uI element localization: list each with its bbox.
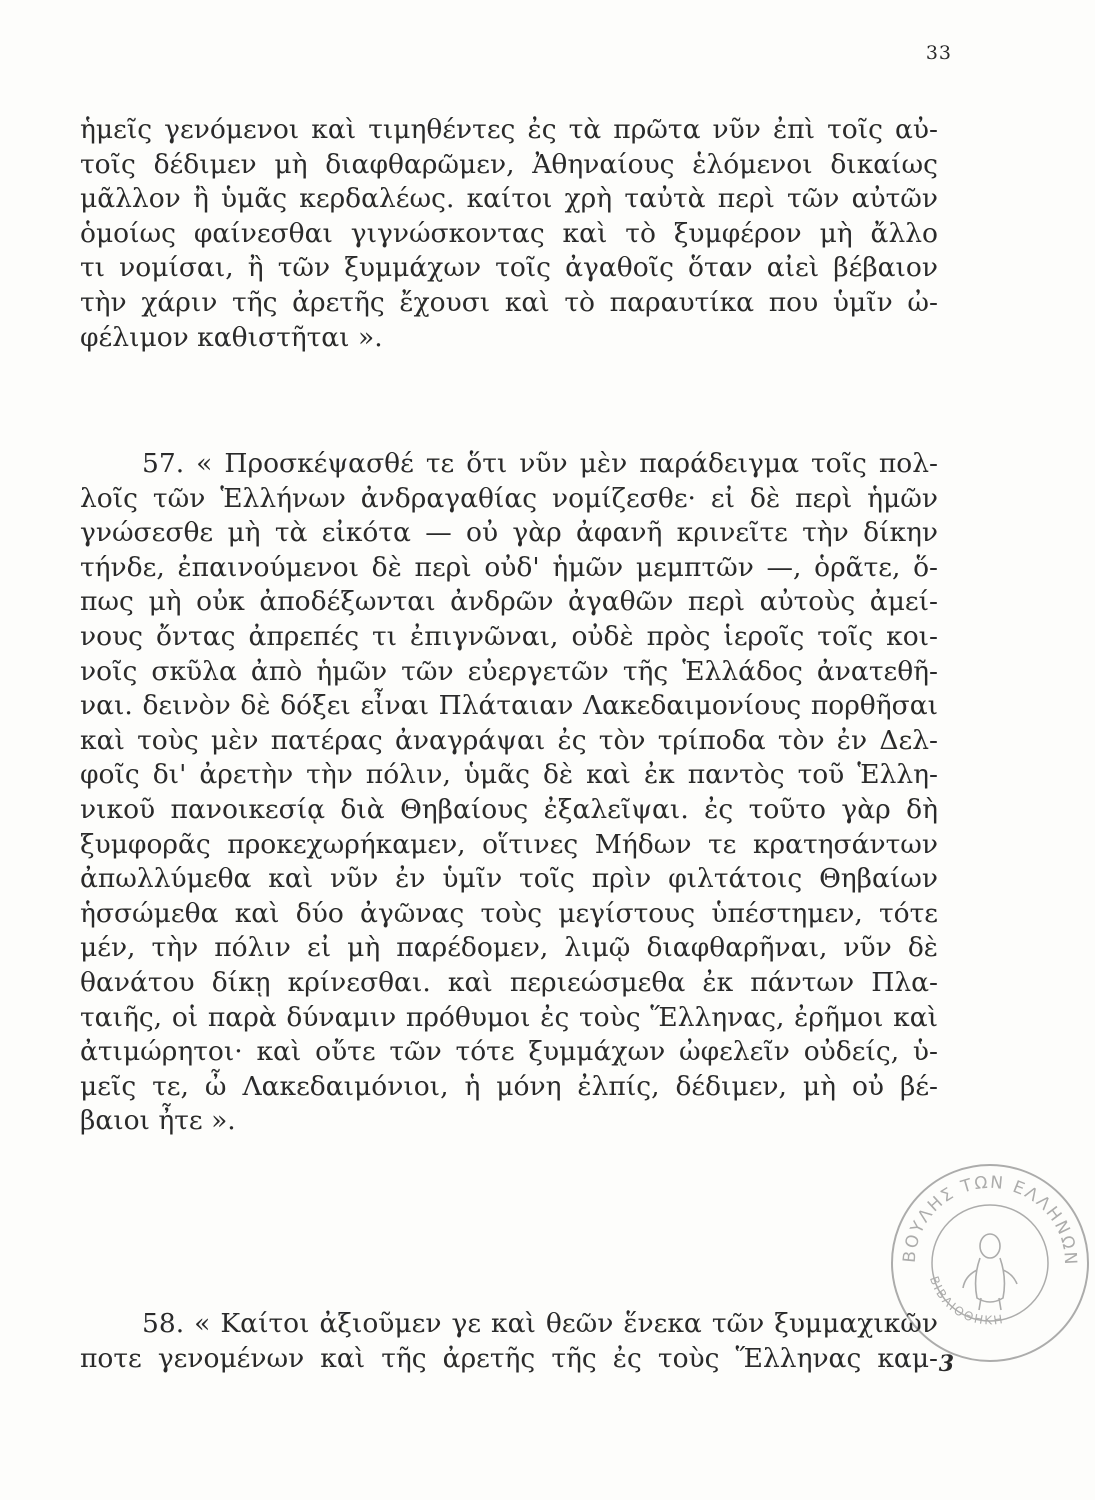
text-line: φοῖς δι' ἀρετὴν τὴν πόλιν, ὑμᾶς δὲ καὶ ἐκ παντὸς τοῦ Ἑλλη- bbox=[80, 759, 938, 791]
stamp-bottom-text: ΒΙΒΛΙΟΘΗΚΗ bbox=[926, 1274, 1006, 1328]
text-line: νοῖς σκῦλα ἀπὸ ἡμῶν τῶν εὐεργετῶν τῆς Ἑλλάδος ἀνατεθῆ- bbox=[80, 655, 938, 687]
text-line: καὶ τοὺς μὲν πατέρας ἀναγράψαι ἐς τὸν τρίποδα τὸν ἐν Δελ- bbox=[80, 724, 938, 756]
text-line: ἡσσώμεθα καὶ δύο ἀγῶνας τοὺς μεγίστους ὑπέστημεν, τότε bbox=[80, 897, 938, 929]
text-line: μέν, τὴν πόλιν εἰ μὴ παρέδομεν, λιμῷ διαφθαρῆναι, νῦν δὲ bbox=[80, 932, 938, 964]
text-line: νικοῦ πανοικεσίᾳ διὰ Θηβαίους ἐξαλεῖψαι. ἐς τοῦτο γὰρ δὴ bbox=[80, 793, 938, 825]
page-number: 33 bbox=[925, 42, 952, 64]
text-line: ξυμφορᾶς προκεχωρήκαμεν, οἵτινες Μήδων τε κρατησάντων bbox=[80, 828, 938, 860]
text-line: ἀπωλλύμεθα καὶ νῦν ἐν ὑμῖν τοῖς πρὶν φιλτάτοις Θηβαίων bbox=[80, 863, 938, 895]
text-line: τι νομίσαι, ἢ τῶν ξυμμάχων τοῖς ἀγαθοῖς ὅταν αἰεὶ βέβαιον bbox=[80, 252, 938, 284]
text-line: ταιῆς, οἱ παρὰ δύναμιν πρόθυμοι ἐς τοὺς Ἕλληνας, ἐρῆμοι καὶ bbox=[80, 1001, 938, 1033]
stamp-emblem-icon bbox=[963, 1234, 1017, 1310]
stamp-outer-ring bbox=[892, 1165, 1088, 1361]
text-line: γνώσεσθε μὴ τὰ εἰκότα — οὐ γὰρ ἀφανῆ κρινεῖτε τὴν δίκην bbox=[80, 517, 938, 549]
text-line: ναι. δεινὸν δὲ δόξει εἶναι Πλάταιαν Λακεδαιμονίους πορθῆσαι bbox=[80, 690, 938, 722]
text-line: 58. « Καίτοι ἀξιοῦμεν γε καὶ θεῶν ἕνεκα τῶν ξυμμαχικῶν bbox=[142, 1308, 938, 1339]
text-line: φέλιμον καθιστῆται ». bbox=[80, 321, 383, 353]
signature-mark: 3 bbox=[938, 1351, 954, 1377]
text-line: λοῖς τῶν Ἑλλήνων ἀνδραγαθίας νομίζεσθε· εἰ δὲ περὶ ἡμῶν bbox=[80, 482, 938, 514]
paragraph-57 bbox=[80, 447, 938, 1139]
text-line: τοῖς δέδιμεν μὴ διαφθαρῶμεν, Ἀθηναίους ἑλόμενοι δικαίως bbox=[80, 148, 938, 180]
text-line: ποτε γενομένων καὶ τῆς ἀρετῆς τῆς ἐς τοὺς Ἕλληνας καμ- bbox=[80, 1342, 938, 1374]
text-line: νους ὄντας ἀπρεπές τι ἐπιγνῶναι, οὐδὲ πρὸς ἱεροῖς τοῖς κοι- bbox=[80, 620, 938, 652]
text-line: 57. « Προσκέψασθέ τε ὅτι νῦν μὲν παράδειγμα τοῖς πολ- bbox=[142, 448, 938, 479]
text-line: ἡμεῖς γενόμενοι καὶ τιμηθέντες ἐς τὰ πρῶτα νῦν ἐπὶ τοῖς αὐ- bbox=[80, 114, 938, 145]
library-stamp bbox=[885, 1158, 1095, 1368]
text-line: μᾶλλον ἢ ὑμᾶς κερδαλέως. καίτοι χρὴ ταὐτὰ περὶ τῶν αὐτῶν bbox=[80, 183, 938, 215]
text-line: θανάτου δίκῃ κρίνεσθαι. καὶ περιεώσμεθα ἐκ πάντων Πλα- bbox=[80, 966, 938, 998]
text-line: ἀτιμώρητοι· καὶ οὔτε τῶν τότε ξυμμάχων ὠφελεῖν οὐδείς, ὑ- bbox=[80, 1036, 938, 1068]
text-line: πως μὴ οὐκ ἀποδέξωνται ἀνδρῶν ἀγαθῶν περὶ αὐτοὺς ἀμεί- bbox=[80, 586, 938, 618]
text-line: τήνδε, ἐπαινούμενοι δὲ περὶ οὐδ' ἡμῶν μεμπτῶν —, ὁρᾶτε, ὅ- bbox=[80, 551, 938, 583]
text-line: ὁμοίως φαίνεσθαι γιγνώσκοντας καὶ τὸ ξυμφέρον μὴ ἄλλο bbox=[80, 217, 938, 249]
paragraph-58 bbox=[80, 1307, 938, 1376]
stamp-ring-text: ΒΟΥΛΗΣ ΤΩΝ ΕΛΛΗΝΩΝ bbox=[899, 1172, 1081, 1267]
paragraph-intro bbox=[80, 113, 938, 355]
text-line: βαιοι ἦτε ». bbox=[80, 1105, 236, 1137]
text-line: μεῖς τε, ὦ Λακεδαιμόνιοι, ἡ μόνη ἐλπίς, δέδιμεν, μὴ οὐ βέ- bbox=[80, 1070, 938, 1102]
text-line: τὴν χάριν τῆς ἀρετῆς ἔχουσι καὶ τὸ παραυτίκα που ὑμῖν ὠ- bbox=[80, 286, 938, 318]
